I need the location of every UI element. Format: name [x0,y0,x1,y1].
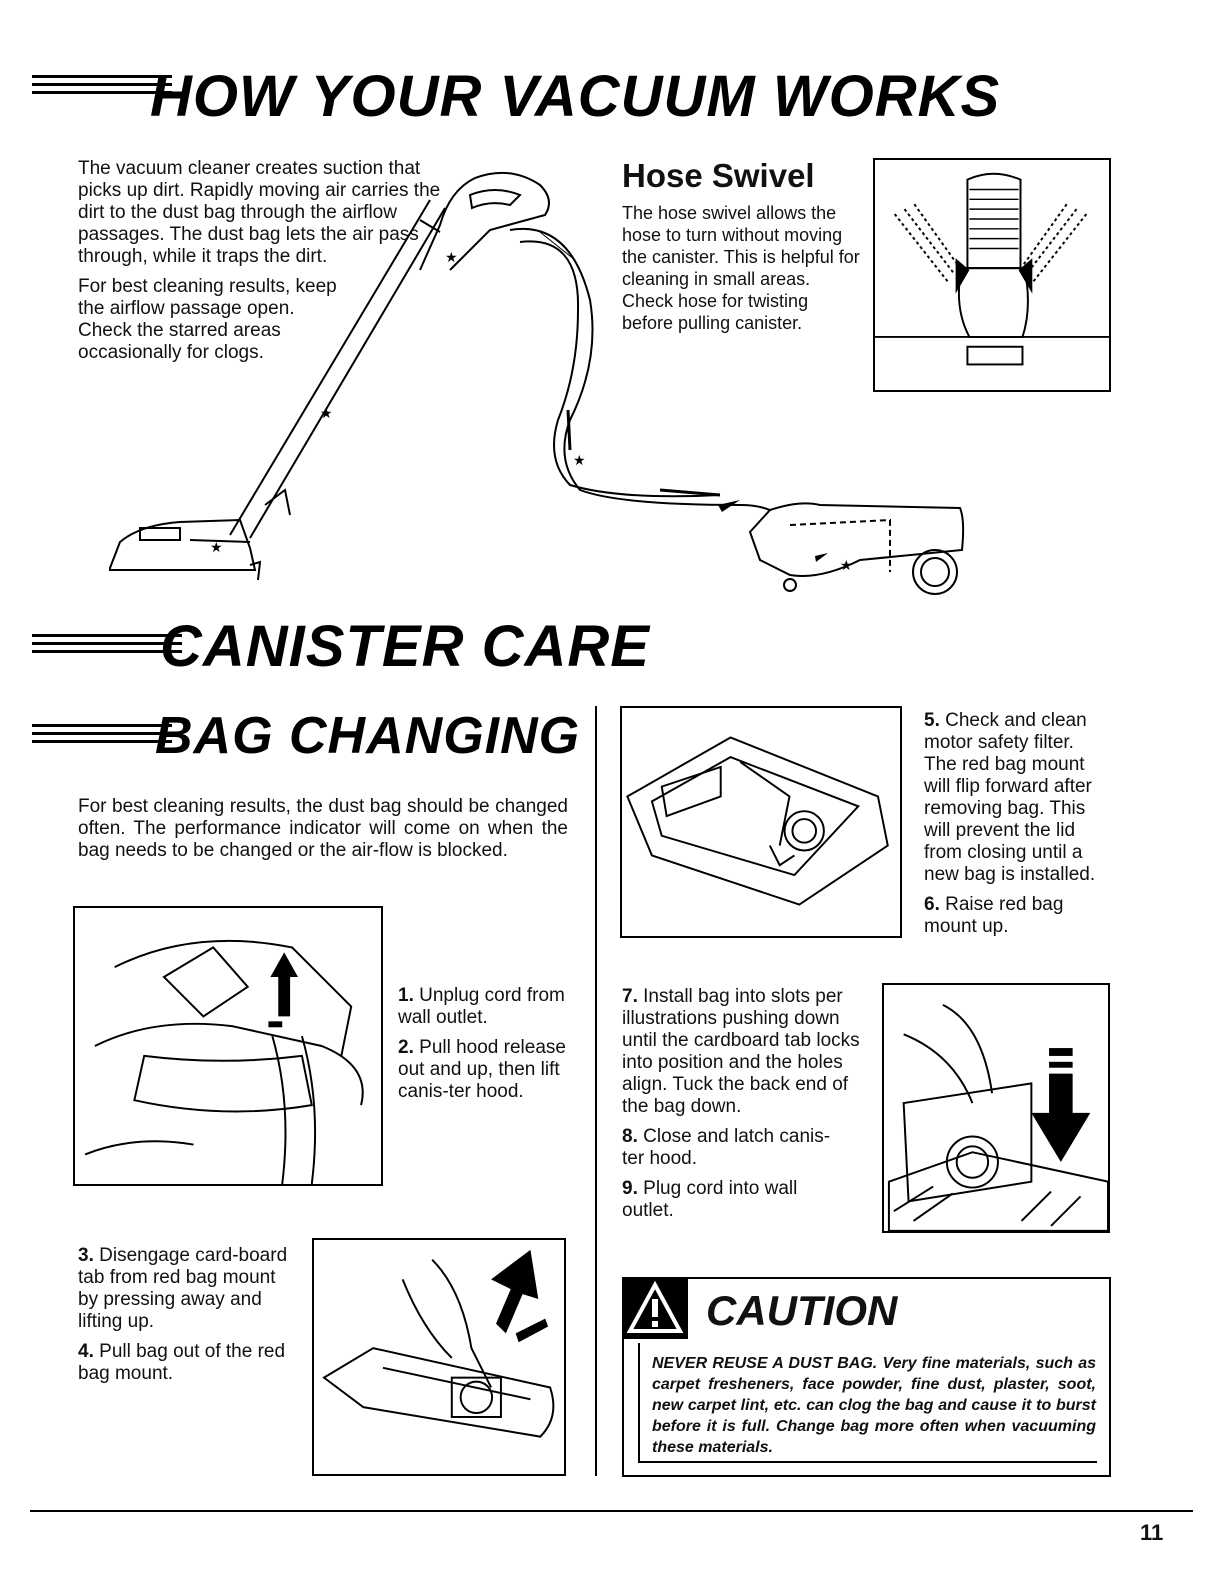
footer-rule [30,1510,1193,1512]
hose-swivel-text: The hose swivel allows the hose to turn without moving the canister. This is helpful for cleaning in small areas. Check hose for twisting before pulling canister. [622,203,860,333]
caution-box [622,1277,1111,1477]
steps-1-2 [398,985,568,1111]
svg-text:★: ★ [320,406,333,422]
bag-figure-1 [73,906,383,1186]
bag-intro-text: For best cleaning results, the dust bag should be changed often. The performance indicator will come on when the bag needs to be changed or the air-flow is blocked. [78,796,568,861]
svg-text:★: ★ [445,250,458,266]
title-rules-bag [32,722,172,744]
warning-triangle-icon [622,1277,688,1339]
title-bag-changing: BAG CHANGING [155,707,581,765]
step-8: 8. Close and latch canis-ter hood. [622,1126,831,1169]
step-7: 7. Install bag into slots per illustrations pushing down until the cardboard tab locks into position and the holes align. Tuck the back end of the bag down. [622,986,860,1117]
column-divider [595,706,597,1476]
intro-paragraph-1: The vacuum cleaner creates suction that picks up dirt. Rapidly moving air carries the dirt to the dust bag through the airflow passages. The dust bag lets the air pass through, while it traps the dirt. [78,158,441,267]
hose-swivel-figure [873,158,1111,392]
steps-3-4 [78,1245,288,1393]
bag-figure-3 [620,706,902,938]
hose-swivel-drawing [875,160,1109,390]
caution-icon [622,1277,688,1339]
steps-5-6 [924,710,1109,946]
bag-figure-4 [882,983,1110,1233]
hose-swivel-heading: Hose Swivel [622,157,815,194]
title-canister-care: CANISTER CARE [160,614,650,679]
motor-filter-drawing [622,708,900,936]
caution-heading: CAUTION [706,1287,898,1334]
caution-text: NEVER REUSE A DUST BAG. Very fine materials, such as carpet fresheners, face powder, fine dust, plaster, soot, new carpet lint, etc. can clog the bag and cause it to burst before it is full. Change bag more often when vacuuming these materials. [652,1355,1096,1456]
step-2: 2. Pull hood release out and up, then lift canis-ter hood. [398,1037,566,1102]
step-5: 5. Check and clean motor safety filter. The red bag mount will flip forward after removing bag. This will prevent the lid from closing until a new bag is installed. [924,710,1096,885]
install-bag-drawing [884,985,1108,1231]
step-6: 6. Raise red bag mount up. [924,894,1064,937]
title-how-vacuum-works: HOW YOUR VACUUM WORKS [150,64,1001,129]
step-1: 1. Unplug cord from wall outlet. [398,985,565,1028]
page-number: 11 [1140,1520,1164,1545]
step-9: 9. Plug cord into wall outlet. [622,1178,798,1221]
svg-text:★: ★ [573,453,586,469]
svg-text:★: ★ [840,558,853,574]
intro-paragraph-2: For best cleaning results, keep the airflow passage open. Check the starred areas occasionally for clogs. [78,276,337,363]
disengage-tab-drawing [314,1240,564,1474]
svg-text:★: ★ [210,540,223,556]
hood-release-drawing [75,908,381,1184]
hose-swivel-section [622,158,862,334]
step-4: 4. Pull bag out of the red bag mount. [78,1341,286,1384]
steps-7-9 [622,986,862,1230]
step-3: 3. Disengage card-board tab from red bag mount by pressing away and lifting up. [78,1245,288,1332]
bag-figure-2 [312,1238,566,1476]
